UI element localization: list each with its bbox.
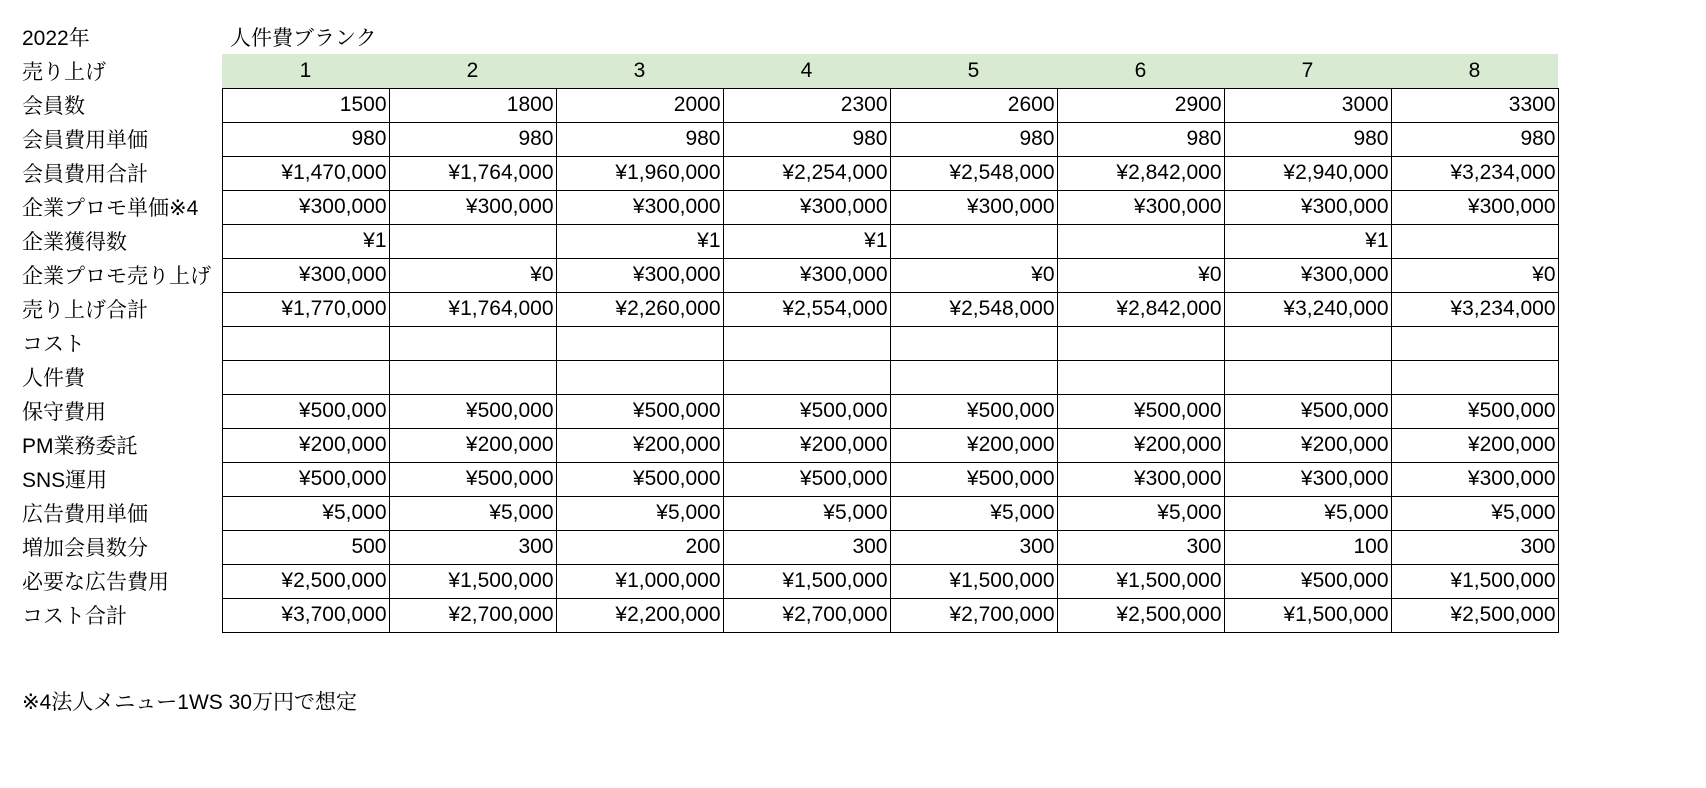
period-header-5: 5 (890, 54, 1057, 88)
table-cell[interactable]: ¥1 (222, 224, 389, 258)
row-label: 企業プロモ単価※4 (22, 197, 199, 220)
row-label: 広告費用単価 (22, 503, 148, 526)
budget-table (22, 20, 1559, 633)
row-label: コスト合計 (22, 605, 127, 628)
table-cell[interactable]: ¥5,000 (556, 496, 723, 530)
table-cell[interactable]: ¥200,000 (1057, 428, 1224, 462)
table-cell[interactable]: ¥2,554,000 (723, 292, 890, 326)
table-cell[interactable]: ¥300,000 (890, 190, 1057, 224)
row-label: 人件費 (22, 367, 85, 390)
table-cell[interactable]: 980 (556, 122, 723, 156)
table-cell[interactable]: ¥2,200,000 (556, 598, 723, 632)
table-cell[interactable]: 300 (723, 530, 890, 564)
table-cell[interactable]: ¥2,260,000 (556, 292, 723, 326)
table-cell[interactable]: 980 (1224, 122, 1391, 156)
table-cell[interactable] (389, 360, 556, 394)
table-cell[interactable]: ¥2,500,000 (222, 564, 389, 598)
table-cell[interactable]: ¥2,842,000 (1057, 292, 1224, 326)
table-cell[interactable]: ¥0 (1391, 258, 1558, 292)
table-cell[interactable]: ¥500,000 (723, 394, 890, 428)
table-cell[interactable]: 3300 (1391, 88, 1558, 122)
table-cell[interactable]: ¥1,500,000 (389, 564, 556, 598)
table-cell[interactable]: 300 (1391, 530, 1558, 564)
table-cell[interactable]: ¥500,000 (1224, 564, 1391, 598)
table-cell[interactable]: ¥2,500,000 (1391, 598, 1558, 632)
table-cell[interactable] (1057, 326, 1224, 360)
table-row (22, 496, 1558, 530)
table-cell[interactable]: ¥1,500,000 (723, 564, 890, 598)
table-cell[interactable]: ¥5,000 (1057, 496, 1224, 530)
table-cell[interactable] (389, 224, 556, 258)
table-cell[interactable]: ¥500,000 (890, 462, 1057, 496)
table-cell[interactable]: 500 (222, 530, 389, 564)
table-row (22, 258, 1558, 292)
table-row (22, 326, 1558, 360)
table-cell[interactable]: ¥3,240,000 (1224, 292, 1391, 326)
table-cell[interactable]: 980 (1391, 122, 1558, 156)
table-cell[interactable]: ¥300,000 (1224, 258, 1391, 292)
table-cell[interactable] (222, 326, 389, 360)
table-cell[interactable]: 3000 (1224, 88, 1391, 122)
table-cell[interactable]: ¥5,000 (1391, 496, 1558, 530)
table-row (22, 122, 1558, 156)
period-header-2: 2 (389, 54, 556, 88)
table-cell[interactable] (1224, 326, 1391, 360)
row-label: SNS運用 (22, 469, 108, 492)
table-cell[interactable]: ¥500,000 (389, 394, 556, 428)
table-cell[interactable]: 2300 (723, 88, 890, 122)
table-cell[interactable]: ¥300,000 (1391, 190, 1558, 224)
table-cell[interactable]: ¥1 (723, 224, 890, 258)
table-cell[interactable]: 2600 (890, 88, 1057, 122)
table-cell[interactable]: ¥2,700,000 (389, 598, 556, 632)
period-header-3: 3 (556, 54, 723, 88)
table-cell[interactable]: ¥300,000 (222, 258, 389, 292)
table-cell[interactable]: 980 (389, 122, 556, 156)
table-cell[interactable]: ¥1,500,000 (1057, 564, 1224, 598)
table-cell[interactable]: ¥5,000 (1224, 496, 1391, 530)
table-cell[interactable]: ¥2,548,000 (890, 156, 1057, 190)
table-row (22, 292, 1558, 326)
table-cell[interactable]: ¥2,842,000 (1057, 156, 1224, 190)
table-cell[interactable]: ¥0 (389, 258, 556, 292)
table-row (22, 190, 1558, 224)
table-cell[interactable]: ¥1,470,000 (222, 156, 389, 190)
title-row (22, 20, 1558, 54)
table-cell[interactable]: ¥5,000 (723, 496, 890, 530)
sheet-subtitle: 人件費ブランク (230, 27, 377, 50)
table-cell[interactable]: ¥300,000 (556, 258, 723, 292)
table-cell[interactable]: ¥2,700,000 (890, 598, 1057, 632)
footnote: ※4法人メニュー1WS 30万円で想定 (22, 691, 357, 714)
table-cell[interactable]: ¥500,000 (389, 462, 556, 496)
table-cell[interactable] (1057, 360, 1224, 394)
table-cell[interactable]: ¥300,000 (556, 190, 723, 224)
table-cell[interactable]: 980 (222, 122, 389, 156)
table-cell[interactable]: ¥300,000 (1224, 190, 1391, 224)
table-cell[interactable]: ¥2,254,000 (723, 156, 890, 190)
table-cell[interactable]: ¥500,000 (556, 394, 723, 428)
row-label: 必要な広告費用 (22, 571, 169, 594)
table-row (22, 428, 1558, 462)
table-cell[interactable]: ¥300,000 (1391, 462, 1558, 496)
table-cell[interactable] (723, 326, 890, 360)
table-cell[interactable]: ¥200,000 (389, 428, 556, 462)
row-label: コスト (22, 333, 85, 356)
table-cell[interactable]: ¥2,500,000 (1057, 598, 1224, 632)
row-label: 売り上げ合計 (22, 299, 148, 322)
table-cell[interactable] (1057, 224, 1224, 258)
table-cell[interactable]: ¥200,000 (1391, 428, 1558, 462)
row-label: 保守費用 (22, 401, 106, 424)
table-cell[interactable]: ¥5,000 (222, 496, 389, 530)
year-label: 2022年 (22, 27, 90, 50)
table-cell[interactable]: ¥500,000 (222, 394, 389, 428)
table-cell[interactable]: ¥1,000,000 (556, 564, 723, 598)
table-cell[interactable]: 1800 (389, 88, 556, 122)
table-cell[interactable]: ¥300,000 (389, 190, 556, 224)
period-header-6: 6 (1057, 54, 1224, 88)
row-label: 企業プロモ売り上げ (22, 265, 211, 288)
table-cell[interactable]: ¥0 (890, 258, 1057, 292)
table-cell[interactable]: ¥300,000 (723, 190, 890, 224)
table-cell[interactable]: ¥500,000 (556, 462, 723, 496)
table-cell[interactable]: ¥300,000 (1057, 462, 1224, 496)
table-cell[interactable]: ¥2,940,000 (1224, 156, 1391, 190)
table-cell[interactable] (1224, 360, 1391, 394)
table-cell[interactable]: ¥3,234,000 (1391, 156, 1558, 190)
row-label: 増加会員数分 (22, 537, 148, 560)
table-cell[interactable]: ¥1,764,000 (389, 292, 556, 326)
row-label: PM業務委託 (22, 435, 138, 458)
table-cell[interactable]: ¥500,000 (1224, 394, 1391, 428)
table-cell[interactable]: ¥0 (1057, 258, 1224, 292)
table-cell[interactable] (556, 326, 723, 360)
table-row (22, 598, 1558, 632)
table-cell[interactable]: ¥500,000 (723, 462, 890, 496)
table-cell[interactable] (222, 360, 389, 394)
table-row (22, 530, 1558, 564)
table-cell[interactable]: ¥1,960,000 (556, 156, 723, 190)
table-cell[interactable]: ¥300,000 (1224, 462, 1391, 496)
table-cell[interactable]: ¥2,700,000 (723, 598, 890, 632)
table-cell[interactable]: 300 (389, 530, 556, 564)
table-cell[interactable]: ¥200,000 (1224, 428, 1391, 462)
table-cell[interactable]: 2900 (1057, 88, 1224, 122)
table-cell[interactable]: ¥200,000 (222, 428, 389, 462)
spreadsheet (22, 20, 1559, 633)
header-label: 売り上げ (22, 54, 222, 88)
table-cell[interactable] (890, 326, 1057, 360)
table-cell[interactable]: 100 (1224, 530, 1391, 564)
table-cell[interactable]: 300 (1057, 530, 1224, 564)
table-cell[interactable] (389, 326, 556, 360)
table-cell[interactable]: ¥1,500,000 (890, 564, 1057, 598)
row-label: 会員数 (22, 95, 85, 118)
table-cell[interactable] (890, 360, 1057, 394)
table-row (22, 360, 1558, 394)
table-cell[interactable] (1391, 360, 1558, 394)
table-cell[interactable]: 200 (556, 530, 723, 564)
period-header-8: 8 (1391, 54, 1558, 88)
table-cell[interactable]: 980 (723, 122, 890, 156)
table-row (22, 394, 1558, 428)
period-header-row (22, 54, 1558, 88)
row-label: 企業獲得数 (22, 231, 127, 254)
table-cell[interactable]: 980 (890, 122, 1057, 156)
table-cell[interactable]: 1500 (222, 88, 389, 122)
table-cell[interactable]: ¥200,000 (890, 428, 1057, 462)
table-cell[interactable]: ¥1,770,000 (222, 292, 389, 326)
table-cell[interactable] (723, 360, 890, 394)
table-cell[interactable] (890, 224, 1057, 258)
row-label: 会員費用合計 (22, 163, 148, 186)
table-cell[interactable]: ¥500,000 (222, 462, 389, 496)
table-cell[interactable]: ¥500,000 (890, 394, 1057, 428)
table-cell[interactable]: 300 (890, 530, 1057, 564)
table-cell[interactable] (1391, 224, 1558, 258)
table-cell[interactable] (556, 360, 723, 394)
table-cell[interactable]: 2000 (556, 88, 723, 122)
table-row (22, 564, 1558, 598)
table-cell[interactable]: ¥500,000 (1391, 394, 1558, 428)
table-cell[interactable]: ¥2,548,000 (890, 292, 1057, 326)
row-label: 会員費用単価 (22, 129, 148, 152)
table-cell[interactable]: ¥3,700,000 (222, 598, 389, 632)
period-header-7: 7 (1224, 54, 1391, 88)
table-row (22, 462, 1558, 496)
table-cell[interactable]: ¥5,000 (389, 496, 556, 530)
table-cell[interactable]: ¥200,000 (723, 428, 890, 462)
table-cell[interactable]: ¥500,000 (1057, 394, 1224, 428)
table-cell[interactable]: ¥1 (1224, 224, 1391, 258)
table-cell[interactable] (1391, 326, 1558, 360)
table-cell[interactable]: ¥1 (556, 224, 723, 258)
table-cell[interactable]: ¥1,500,000 (1391, 564, 1558, 598)
period-header-4: 4 (723, 54, 890, 88)
table-cell[interactable]: 980 (1057, 122, 1224, 156)
table-row (22, 88, 1558, 122)
table-cell[interactable]: ¥200,000 (556, 428, 723, 462)
table-cell[interactable]: ¥1,500,000 (1224, 598, 1391, 632)
table-row (22, 156, 1558, 190)
table-cell[interactable]: ¥300,000 (1057, 190, 1224, 224)
table-cell[interactable]: ¥5,000 (890, 496, 1057, 530)
table-cell[interactable]: ¥300,000 (723, 258, 890, 292)
period-header-1: 1 (222, 54, 389, 88)
table-row (22, 224, 1558, 258)
table-cell[interactable]: ¥300,000 (222, 190, 389, 224)
table-cell[interactable]: ¥3,234,000 (1391, 292, 1558, 326)
table-cell[interactable]: ¥1,764,000 (389, 156, 556, 190)
